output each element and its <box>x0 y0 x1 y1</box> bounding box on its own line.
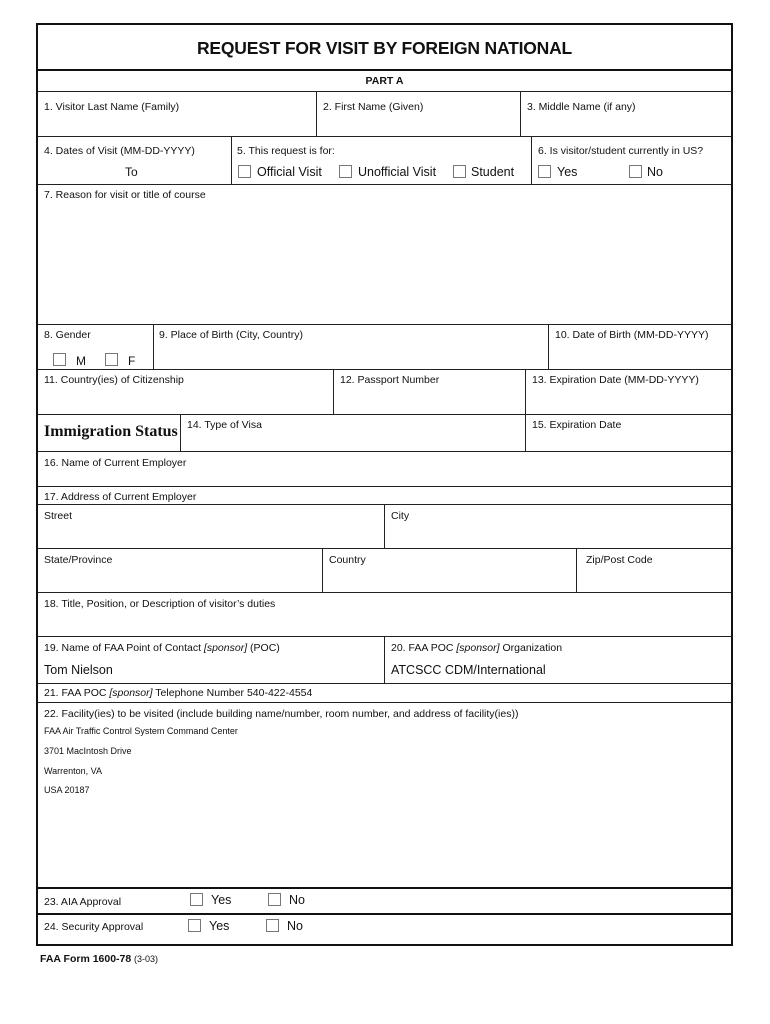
official-visit-checkbox[interactable] <box>238 165 251 178</box>
gender-f-checkbox[interactable] <box>105 353 118 366</box>
facility-line: USA 20187 <box>44 785 90 795</box>
divider <box>38 913 731 915</box>
request-type-label: 5. This request is for: <box>237 145 335 157</box>
in-us-no-checkbox[interactable] <box>629 165 642 178</box>
divider <box>384 504 385 548</box>
facility-line: 3701 MacIntosh Drive <box>44 746 132 756</box>
employer-name-label: 16. Name of Current Employer <box>44 457 187 469</box>
unofficial-visit-label: Unofficial Visit <box>358 165 437 179</box>
citizenship-label: 11. Country(ies) of Citizenship <box>44 374 184 386</box>
divider <box>333 369 334 414</box>
facility-line: Warrenton, VA <box>44 766 103 776</box>
divider <box>38 548 731 549</box>
security-yes-label: Yes <box>209 919 230 933</box>
reason-label: 7. Reason for visit or title of course <box>44 189 206 201</box>
visa-type-label: 14. Type of Visa <box>187 419 262 431</box>
student-label: Student <box>471 165 515 179</box>
facilities-label: 22. Facility(ies) to be visited (include building name/number, room number, and address of facility(ies)) <box>44 708 519 720</box>
visit-request-form <box>36 23 733 946</box>
divider <box>231 136 232 184</box>
poc-telephone-label: 21. FAA POC [sponsor] Telephone Number 540-422-4554 <box>44 687 313 699</box>
form-number: FAA Form 1600-78 <box>40 953 132 965</box>
aia-no-checkbox[interactable] <box>268 893 281 906</box>
security-no-checkbox[interactable] <box>266 919 279 932</box>
aia-yes-checkbox[interactable] <box>190 893 203 906</box>
divider <box>38 451 731 452</box>
security-no-label: No <box>287 919 303 933</box>
aia-yes-label: Yes <box>211 893 232 907</box>
divider <box>38 592 731 593</box>
divider <box>153 324 154 369</box>
student-checkbox[interactable] <box>453 165 466 178</box>
zip-code-label: Zip/Post Code <box>586 554 653 566</box>
aia-no-label: No <box>289 893 305 907</box>
poc-name-label: 19. Name of FAA Point of Contact [sponsor] (POC) <box>44 642 280 654</box>
in-us-yes-checkbox[interactable] <box>538 165 551 178</box>
facility-line: FAA Air Traffic Control System Command Center <box>44 726 238 736</box>
divider <box>531 136 532 184</box>
gender-m-label: M <box>76 354 86 368</box>
divider <box>38 184 731 185</box>
divider <box>38 324 731 325</box>
security-yes-checkbox[interactable] <box>188 919 201 932</box>
divider <box>38 91 731 92</box>
divider <box>322 548 323 592</box>
duties-label: 18. Title, Position, or Description of visitor’s duties <box>44 598 276 610</box>
divider <box>316 91 317 136</box>
divider <box>525 414 526 451</box>
divider <box>180 414 181 451</box>
city-label: City <box>391 510 410 522</box>
divider <box>525 369 526 414</box>
form-title: REQUEST FOR VISIT BY FOREIGN NATIONAL <box>196 38 573 58</box>
employer-address-label: 17. Address of Current Employer <box>44 491 197 503</box>
in-us-label: 6. Is visitor/student currently in US? <box>538 145 704 157</box>
poc-name-value: Tom Nielson <box>44 663 113 677</box>
divider <box>38 887 731 889</box>
divider <box>38 136 731 137</box>
divider <box>548 324 549 369</box>
divider <box>520 91 521 136</box>
in-us-yes-label: Yes <box>557 165 578 179</box>
country-label: Country <box>329 554 366 566</box>
dates-to-label: To <box>125 165 138 179</box>
middle-name-label: 3. Middle Name (if any) <box>527 101 636 113</box>
divider <box>38 683 731 684</box>
divider <box>576 548 577 592</box>
unofficial-visit-checkbox[interactable] <box>339 165 352 178</box>
gender-m-checkbox[interactable] <box>53 353 66 366</box>
security-approval-label: 24. Security Approval <box>44 921 144 933</box>
place-of-birth-label: 9. Place of Birth (City, Country) <box>159 329 303 341</box>
gender-label: 8. Gender <box>44 329 91 341</box>
official-visit-label: Official Visit <box>257 165 322 179</box>
first-name-label: 2. First Name (Given) <box>323 101 424 113</box>
passport-number-label: 12. Passport Number <box>340 374 440 386</box>
divider <box>38 702 731 703</box>
date-of-birth-label: 10. Date of Birth (MM-DD-YYYY) <box>555 329 709 341</box>
gender-f-label: F <box>128 354 136 368</box>
passport-expiration-label: 13. Expiration Date (MM-DD-YYYY) <box>532 374 699 386</box>
last-name-label: 1. Visitor Last Name (Family) <box>44 101 180 113</box>
divider <box>38 414 731 415</box>
poc-organization-value: ATCSCC CDM/International <box>391 663 546 677</box>
immigration-status-heading: Immigration Status <box>44 423 178 440</box>
visa-expiration-label: 15. Expiration Date <box>532 419 622 431</box>
state-province-label: State/Province <box>44 554 113 566</box>
form-footer <box>40 953 158 965</box>
divider <box>384 636 385 683</box>
divider <box>38 486 731 487</box>
aia-approval-label: 23. AIA Approval <box>44 896 122 908</box>
part-a-heading: PART A <box>365 75 404 87</box>
divider <box>38 69 731 71</box>
street-label: Street <box>44 510 73 522</box>
poc-organization-label: 20. FAA POC [sponsor] Organization <box>391 642 563 654</box>
form-version: (3-03) <box>134 954 159 964</box>
in-us-no-label: No <box>647 165 663 179</box>
divider <box>38 369 731 370</box>
dates-of-visit-label: 4. Dates of Visit (MM-DD-YYYY) <box>44 145 195 157</box>
